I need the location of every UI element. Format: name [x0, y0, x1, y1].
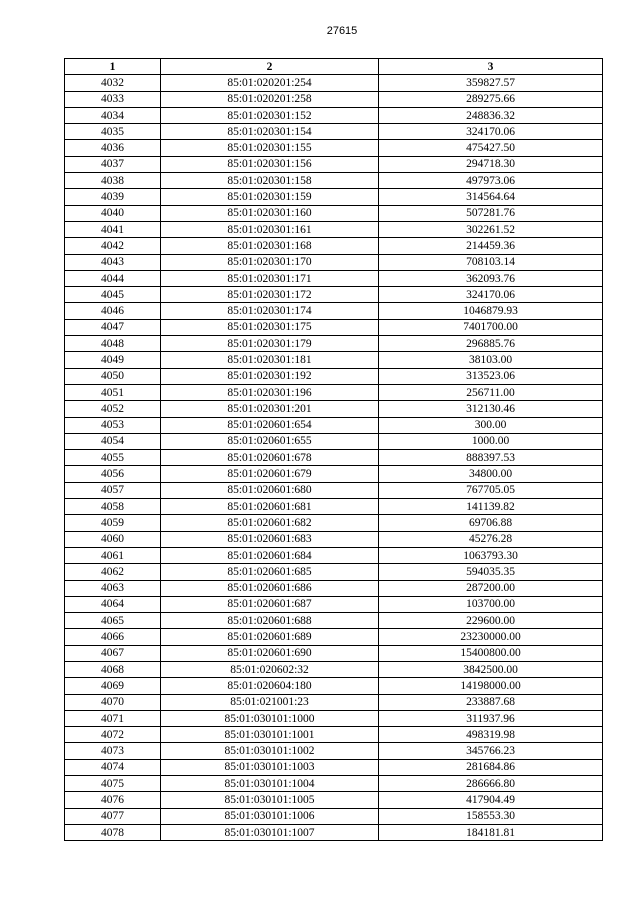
value-cell: 507281.76: [379, 205, 603, 221]
table-header-row: [65, 59, 603, 75]
row-number-cell: 4074: [65, 759, 161, 775]
value-cell: 324170.06: [379, 287, 603, 303]
value-cell: 498319.98: [379, 727, 603, 743]
cadastral-number-cell: 85:01:020601:685: [161, 564, 379, 580]
row-number-cell: 4059: [65, 515, 161, 531]
value-cell: 497973.06: [379, 173, 603, 189]
table-row: [65, 661, 603, 677]
value-cell: 281684.86: [379, 759, 603, 775]
value-cell: 417904.49: [379, 792, 603, 808]
cadastral-number-cell: 85:01:030101:1007: [161, 824, 379, 840]
cadastral-number-cell: 85:01:020301:159: [161, 189, 379, 205]
row-number-cell: 4057: [65, 482, 161, 498]
row-number-cell: 4078: [65, 824, 161, 840]
value-cell: 158553.30: [379, 808, 603, 824]
cadastral-number-cell: 85:01:020301:171: [161, 270, 379, 286]
cadastral-number-cell: 85:01:020601:654: [161, 417, 379, 433]
value-cell: 69706.88: [379, 515, 603, 531]
cadastral-number-cell: 85:01:030101:1001: [161, 727, 379, 743]
row-number-cell: 4045: [65, 287, 161, 303]
row-number-cell: 4058: [65, 499, 161, 515]
table-row: [65, 580, 603, 596]
row-number-cell: 4063: [65, 580, 161, 596]
table-row: [65, 515, 603, 531]
table-row: [65, 384, 603, 400]
cadastral-number-cell: 85:01:020201:254: [161, 75, 379, 91]
column-header-2: 2: [161, 59, 379, 75]
column-header-1: 1: [65, 59, 161, 75]
row-number-cell: 4070: [65, 694, 161, 710]
table-row: [65, 564, 603, 580]
value-cell: 38103.00: [379, 352, 603, 368]
table-row: [65, 433, 603, 449]
value-cell: 184181.81: [379, 824, 603, 840]
value-cell: 359827.57: [379, 75, 603, 91]
row-number-cell: 4052: [65, 401, 161, 417]
table-row: [65, 678, 603, 694]
row-number-cell: 4039: [65, 189, 161, 205]
cadastral-value-table: [64, 58, 603, 841]
cadastral-number-cell: 85:01:020601:678: [161, 450, 379, 466]
cadastral-number-cell: 85:01:020301:192: [161, 368, 379, 384]
table-row: [65, 466, 603, 482]
cadastral-number-cell: 85:01:020301:181: [161, 352, 379, 368]
row-number-cell: 4069: [65, 678, 161, 694]
table-row: [65, 499, 603, 515]
value-cell: 324170.06: [379, 124, 603, 140]
value-cell: 45276.28: [379, 531, 603, 547]
row-number-cell: 4048: [65, 336, 161, 352]
value-cell: 103700.00: [379, 596, 603, 612]
row-number-cell: 4053: [65, 417, 161, 433]
value-cell: 287200.00: [379, 580, 603, 596]
value-cell: 3842500.00: [379, 661, 603, 677]
row-number-cell: 4038: [65, 173, 161, 189]
value-cell: 286666.80: [379, 776, 603, 792]
cadastral-number-cell: 85:01:020601:688: [161, 613, 379, 629]
row-number-cell: 4034: [65, 107, 161, 123]
page-number: 27615: [326, 25, 358, 37]
value-cell: 314564.64: [379, 189, 603, 205]
row-number-cell: 4041: [65, 221, 161, 237]
cadastral-number-cell: 85:01:020301:152: [161, 107, 379, 123]
row-number-cell: 4071: [65, 710, 161, 726]
cadastral-number-cell: 85:01:020604:180: [161, 678, 379, 694]
table-row: [65, 450, 603, 466]
row-number-cell: 4068: [65, 661, 161, 677]
row-number-cell: 4075: [65, 776, 161, 792]
table-row: [65, 808, 603, 824]
row-number-cell: 4036: [65, 140, 161, 156]
cadastral-number-cell: 85:01:020301:170: [161, 254, 379, 270]
cadastral-number-cell: 85:01:020301:172: [161, 287, 379, 303]
value-cell: 312130.46: [379, 401, 603, 417]
value-cell: 289275.66: [379, 91, 603, 107]
row-number-cell: 4062: [65, 564, 161, 580]
row-number-cell: 4040: [65, 205, 161, 221]
cadastral-number-cell: 85:01:020301:160: [161, 205, 379, 221]
row-number-cell: 4049: [65, 352, 161, 368]
value-cell: 311937.96: [379, 710, 603, 726]
table-row: [65, 91, 603, 107]
table-row: [65, 401, 603, 417]
cadastral-number-cell: 85:01:020301:174: [161, 303, 379, 319]
value-cell: 594035.35: [379, 564, 603, 580]
value-cell: 313523.06: [379, 368, 603, 384]
cadastral-number-cell: 85:01:020601:687: [161, 596, 379, 612]
row-number-cell: 4033: [65, 91, 161, 107]
cadastral-number-cell: 85:01:030101:1000: [161, 710, 379, 726]
value-cell: 7401700.00: [379, 319, 603, 335]
cadastral-number-cell: 85:01:020601:682: [161, 515, 379, 531]
table-row: [65, 792, 603, 808]
table-row: [65, 743, 603, 759]
value-cell: 300.00: [379, 417, 603, 433]
value-cell: 15400800.00: [379, 645, 603, 661]
row-number-cell: 4073: [65, 743, 161, 759]
table-body: [65, 75, 603, 841]
cadastral-number-cell: 85:01:030101:1004: [161, 776, 379, 792]
table-row: [65, 124, 603, 140]
row-number-cell: 4056: [65, 466, 161, 482]
value-cell: 141139.82: [379, 499, 603, 515]
value-cell: 345766.23: [379, 743, 603, 759]
cadastral-number-cell: 85:01:020301:154: [161, 124, 379, 140]
table-row: [65, 319, 603, 335]
row-number-cell: 4064: [65, 596, 161, 612]
value-cell: 296885.76: [379, 336, 603, 352]
row-number-cell: 4047: [65, 319, 161, 335]
cadastral-number-cell: 85:01:020301:201: [161, 401, 379, 417]
row-number-cell: 4054: [65, 433, 161, 449]
cadastral-number-cell: 85:01:020201:258: [161, 91, 379, 107]
cadastral-number-cell: 85:01:020301:155: [161, 140, 379, 156]
cadastral-number-cell: 85:01:020601:655: [161, 433, 379, 449]
cadastral-number-cell: 85:01:020301:158: [161, 173, 379, 189]
value-cell: 233887.68: [379, 694, 603, 710]
table-row: [65, 824, 603, 840]
cadastral-number-cell: 85:01:020601:686: [161, 580, 379, 596]
value-cell: 767705.05: [379, 482, 603, 498]
value-cell: 475427.50: [379, 140, 603, 156]
table-row: [65, 645, 603, 661]
cadastral-number-cell: 85:01:020601:680: [161, 482, 379, 498]
table-row: [65, 417, 603, 433]
value-cell: 256711.00: [379, 384, 603, 400]
table-row: [65, 368, 603, 384]
cadastral-number-cell: 85:01:021001:23: [161, 694, 379, 710]
value-cell: 14198000.00: [379, 678, 603, 694]
table-row: [65, 238, 603, 254]
value-cell: 1063793.30: [379, 547, 603, 563]
table-row: [65, 107, 603, 123]
row-number-cell: 4076: [65, 792, 161, 808]
table-row: [65, 727, 603, 743]
row-number-cell: 4050: [65, 368, 161, 384]
row-number-cell: 4060: [65, 531, 161, 547]
value-cell: 1046879.93: [379, 303, 603, 319]
row-number-cell: 4044: [65, 270, 161, 286]
row-number-cell: 4043: [65, 254, 161, 270]
row-number-cell: 4042: [65, 238, 161, 254]
row-number-cell: 4067: [65, 645, 161, 661]
row-number-cell: 4035: [65, 124, 161, 140]
table-row: [65, 173, 603, 189]
table-row: [65, 287, 603, 303]
cadastral-number-cell: 85:01:020301:196: [161, 384, 379, 400]
table-row: [65, 205, 603, 221]
table-row: [65, 776, 603, 792]
value-cell: 1000.00: [379, 433, 603, 449]
table-row: [65, 221, 603, 237]
cadastral-number-cell: 85:01:020301:156: [161, 156, 379, 172]
table-row: [65, 189, 603, 205]
table-row: [65, 254, 603, 270]
row-number-cell: 4072: [65, 727, 161, 743]
value-cell: 888397.53: [379, 450, 603, 466]
table-row: [65, 303, 603, 319]
cadastral-number-cell: 85:01:020301:168: [161, 238, 379, 254]
cadastral-number-cell: 85:01:030101:1006: [161, 808, 379, 824]
value-cell: 294718.30: [379, 156, 603, 172]
cadastral-number-cell: 85:01:020601:689: [161, 629, 379, 645]
cadastral-number-cell: 85:01:020301:175: [161, 319, 379, 335]
cadastral-number-cell: 85:01:020601:679: [161, 466, 379, 482]
table-row: [65, 596, 603, 612]
table-row: [65, 613, 603, 629]
table-row: [65, 710, 603, 726]
table-row: [65, 482, 603, 498]
value-cell: 214459.36: [379, 238, 603, 254]
table-row: [65, 336, 603, 352]
row-number-cell: 4066: [65, 629, 161, 645]
value-cell: 708103.14: [379, 254, 603, 270]
cadastral-number-cell: 85:01:020301:161: [161, 221, 379, 237]
table-row: [65, 629, 603, 645]
value-cell: 23230000.00: [379, 629, 603, 645]
cadastral-number-cell: 85:01:030101:1005: [161, 792, 379, 808]
table-row: [65, 759, 603, 775]
table-row: [65, 531, 603, 547]
table-row: [65, 694, 603, 710]
row-number-cell: 4032: [65, 75, 161, 91]
row-number-cell: 4061: [65, 547, 161, 563]
row-number-cell: 4077: [65, 808, 161, 824]
row-number-cell: 4065: [65, 613, 161, 629]
value-cell: 302261.52: [379, 221, 603, 237]
table-row: [65, 270, 603, 286]
row-number-cell: 4037: [65, 156, 161, 172]
table-row: [65, 156, 603, 172]
cadastral-number-cell: 85:01:020602:32: [161, 661, 379, 677]
value-cell: 34800.00: [379, 466, 603, 482]
column-header-3: 3: [379, 59, 603, 75]
value-cell: 248836.32: [379, 107, 603, 123]
row-number-cell: 4055: [65, 450, 161, 466]
cadastral-number-cell: 85:01:020301:179: [161, 336, 379, 352]
table-row: [65, 352, 603, 368]
table-row: [65, 547, 603, 563]
cadastral-number-cell: 85:01:020601:683: [161, 531, 379, 547]
cadastral-number-cell: 85:01:020601:690: [161, 645, 379, 661]
cadastral-number-cell: 85:01:030101:1003: [161, 759, 379, 775]
row-number-cell: 4046: [65, 303, 161, 319]
value-cell: 362093.76: [379, 270, 603, 286]
table-row: [65, 140, 603, 156]
row-number-cell: 4051: [65, 384, 161, 400]
cadastral-number-cell: 85:01:030101:1002: [161, 743, 379, 759]
cadastral-number-cell: 85:01:020601:681: [161, 499, 379, 515]
value-cell: 229600.00: [379, 613, 603, 629]
cadastral-number-cell: 85:01:020601:684: [161, 547, 379, 563]
table-row: [65, 75, 603, 91]
